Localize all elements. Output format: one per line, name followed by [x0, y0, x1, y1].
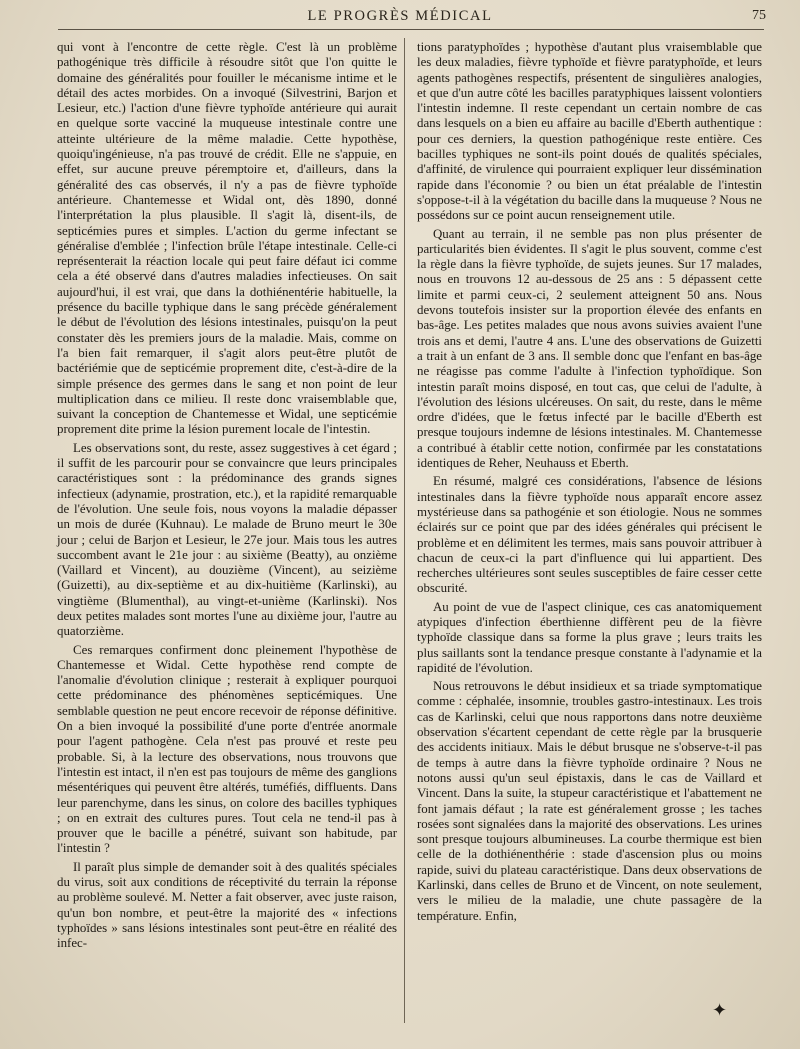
left-column	[57, 40, 397, 952]
right-column	[417, 40, 762, 924]
page-number: 75	[752, 8, 766, 23]
paragraph: Les observations sont, du reste, assez suggestives à cet égard ; il suffit de les parcourir pour se convaincre que leurs principales caractéristiques sont : la prédominance des grands signes infectieux (adynamie, prostration, etc.), et la rapidité remarquable de l'évolution. Une seule fois, nous voyons la maladie dépasser un mois de durée (Kuhnau). Le malade de Bruno meurt le 30e jour ; celui de Barjon et Lesieur, le 27e jour. Mais tous les autres succombent avant le 21e jour : au sixième (Beatty), au onzième (Vaillard et Vincent), au douzième (Vincent), au seizième (Guizetti), au dix-septième et au dix-huitième (Karlinski), au vingtième (Blumenthal), au vingt-et-unième (Karlinski). Nos deux petites malades sont mortes l'une au dixième jour, l'autre au quatorzième.	[57, 440, 397, 639]
journal-title: LE PROGRÈS MÉDICAL	[307, 8, 493, 24]
end-ornament-icon: ✦	[712, 1000, 728, 1021]
running-header	[0, 6, 800, 26]
paragraph: Il paraît plus simple de demander soit à des qualités spéciales du virus, soit aux conditions de réceptivité du terrain la réponse au problème soulevé. M. Netter a fait observer, avec juste raison, qu'un bon nombre, et peut-être la majorité des « infections typhoïdes » sans lésions intestinales sont peut-être en réalité des infec-	[57, 859, 397, 951]
paragraph: Quant au terrain, il ne semble pas non plus présenter de particularités bien évidentes. Il s'agit le plus souvent, comme c'est la règle dans la fièvre typhoïde, de sujets jeunes. Sur 17 malades, nous en trouvons 12 au-dessous de 25 ans : 5 dépassent cette limite et parmi ceux-ci, 2 seulement atteignent 50 ans. Nous devons toutefois insister sur la proportion élevée des enfants en bas-âge. Les petites malades que nous avons suivies avaient l'une trois ans et demi, l'autre 4 ans. L'une des observations de Guizetti a trait à un enfant de 3 ans. Il semble donc que l'enfant en bas-âge ne réagisse pas comme l'adulte à l'infection typhoïdique. Son intestin paraît moins disposé, en tout cas, que celui de l'adulte, à l'évolution des lésions ulcéreuses. On sait, du reste, dans le même ordre d'idées, que le fœtus infecté par le bacille d'Eberth est presque toujours indemne de lésions intestinales. M. Chantemesse a contribué à établir cette notion, confirmée par les constatations identiques de Reher, Neuhauss et Eberth.	[417, 226, 762, 471]
paragraph: Nous retrouvons le début insidieux et sa triade symptomatique comme : céphalée, insomnie, troubles gastro-intestinaux. Les trois cas de Karlinski, celui que nous rapportons dans notre deuxième observation s'écartent cependant de cette règle par la brusquerie des accidents initiaux. Mais le début brusque ne s'observe-t-il pas de temps à autre dans la fièvre typhoïde ordinaire ? Nous ne notons aussi qu'un seul épistaxis, dans le cas de Vaillard et Vincent. Dans la suite, la stupeur caractéristique et l'abattement ne font jamais défaut ; la rate est généralement grosse ; les taches rosées sont signalées dans la majorité des observations. Les urines sont presque toujours albumineuses. La courbe thermique est bien celle de la dothiénenthérie : stade d'ascension plus ou moins rapide, suivi du plateau caractéristique. Dans deux observations de Karlinski, dans celles de Bruno et de Vincent, on note seulement, vers le milieu de la maladie, une chute passagère de la température. Enfin,	[417, 679, 762, 923]
paragraph: Au point de vue de l'aspect clinique, ces cas anatomiquement atypiques d'infection éberthienne diffèrent peu de la fièvre typhoïde classique dans sa forme la plus grave ; leurs traits les plus saillants sont la tendance presque constante à l'adynamie et la rapidité de l'évolution.	[417, 599, 762, 675]
header-rule	[58, 29, 764, 30]
column-divider	[404, 38, 405, 1023]
paragraph: Ces remarques confirment donc pleinement l'hypothèse de Chantemesse et Widal. Cette hypothèse rend compte de l'anomalie d'évolution clinique ; resterait à expliquer pourquoi cette prédominance des phénomènes septicémiques. Une semblable question ne peut encore recevoir de réponse définitive. On a bien invoqué la possibilité d'une porte d'entrée anormale pour l'agent pathogène. Cela n'est pas prouvé et reste peu probable. Si, à la lecture des observations, nous trouvons que l'intestin est intact, il n'en est pas toujours de même des ganglions mésentériques qui peuvent être altérés, tuméfiés, diffluents. Dans leur parenchyme, dans les sinus, on colore des bacilles typhiques ; on en extrait des cultures pures. Tout cela ne tend-il pas à prouver que le bacille a pénétré, suivant son habitude, par l'intestin ?	[57, 642, 397, 856]
paragraph: qui vont à l'encontre de cette règle. C'est là un problème pathogénique très difficile à résoudre sitôt que l'on quitte le domaine des généralités pour fouiller le mécanisme intime et le détail des actes morbides. On a invoqué (Silvestrini, Barjon et Lesieur, etc.) l'action d'une fièvre typhoïde antérieure qui aurait en quelque sorte vacciné la muqueuse intestinale contre une atteinte ultérieure de la même maladie. Cette hypothèse, quoiqu'ingénieuse, n'a pas trouvé de crédit. Elle ne s'appuie, en effet, sur aucune preuve péremptoire et, d'ailleurs, dans la généralité des cas observés, il n'y a pas de fièvre typhoïde antérieure. Chantemesse et Widal ont, dès 1890, donné l'interprétation la plus plausible. Il s'agit là, disent-ils, de septicémies pures et simples. L'action du germe infectant se généralise d'emblée ; l'infection brûle l'étape intestinale. Celle-ci représenterait la réaction locale qui peut faire défaut ici comme cela a été observé dans d'autres maladies infectieuses. On sait aujourd'hui, il est vrai, que dans la dothiénentérie habituelle, la présence du bacille typhique dans le sang précède généralement le début de l'évolution des lésions intestinales, puisqu'on la peut constater dès les premiers jours de la maladie. Mais, comme on l'a bien fait remarquer, il s'agit alors peut-être plutôt de bactériémie que de septicémie proprement dite, c'est-à-dire de la simple présence des germes dans le sang et non point de leur multiplication dans ce milieu. Il reste donc vraisemblable que, suivant la conception de Chantemesse et Widal, une septicémie proprement dite prime la lésion purement locale de l'intestin.	[57, 40, 397, 437]
paragraph: En résumé, malgré ces considérations, l'absence de lésions intestinales dans la fièvre typhoïde nous apparaît encore assez mystérieuse dans sa pathogénie et son étiologie. Nous ne sommes éclairés sur ce point que par des idées générales qui précisent le problème et en délimitent les termes, mais sans pouvoir attribuer à chacun de ceux-ci la part d'influence qui lui appartient. Des recherches ultérieures sont seules susceptibles de faire cesser cette obscurité.	[417, 474, 762, 596]
paragraph: tions paratyphoïdes ; hypothèse d'autant plus vraisemblable que les deux maladies, fièvre typhoïde et fièvre paratyphoïde, et leurs agents pathogènes respectifs, présentent de singulières analogies, et que d'un autre côté les bacilles paratyphiques laissent volontiers l'intestin indemne. Il reste cependant un certain nombre de cas dans lesquels on a bien eu affaire au bacille d'Eberth authentique : pour ces derniers, la question pathogénique reste entière. Ces bacilles typhiques ne sont-ils point doués de qualités spéciales, d'affinité, de virulence qui pourraient expliquer leur dissémination rapide dans l'économie ? ou bien un état préalable de l'intestin s'oppose-t-il à la végétation du bacille dans la muqueuse ? Nous ne possédons sur ce point aucun renseignement utile.	[417, 40, 762, 223]
